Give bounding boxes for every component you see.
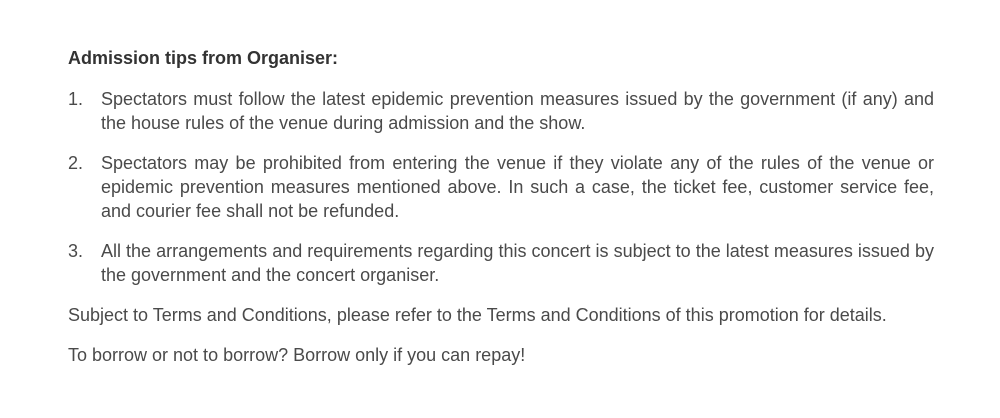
terms-note: Subject to Terms and Conditions, please refer to the Terms and Conditions of this promotion for details.	[68, 305, 887, 325]
tip-item	[68, 151, 934, 223]
tip-item	[68, 87, 934, 135]
admission-tips-section	[68, 46, 934, 383]
tip-text: Spectators may be prohibited from entering the venue if they violate any of the rules of the venue or epidemic prevention measures mentioned above. In such a case, the ticket fee, customer service fee, and courier fee shall not be refunded.	[101, 153, 934, 221]
borrow-warning: To borrow or not to borrow? Borrow only if you can repay!	[68, 345, 526, 365]
admission-tips-list	[68, 87, 934, 287]
tip-text: Spectators must follow the latest epidemic prevention measures issued by the government (if any) and the house rules of the venue during admission and the show.	[101, 89, 934, 133]
tip-number: 1.	[68, 89, 84, 109]
tip-number: 2.	[68, 153, 84, 173]
admission-tips-heading: Admission tips from Organiser:	[68, 48, 339, 68]
tip-item	[68, 239, 934, 287]
tip-number: 3.	[68, 241, 84, 261]
tip-text: All the arrangements and requirements regarding this concert is subject to the latest measures issued by the government and the concert organiser.	[101, 241, 934, 285]
